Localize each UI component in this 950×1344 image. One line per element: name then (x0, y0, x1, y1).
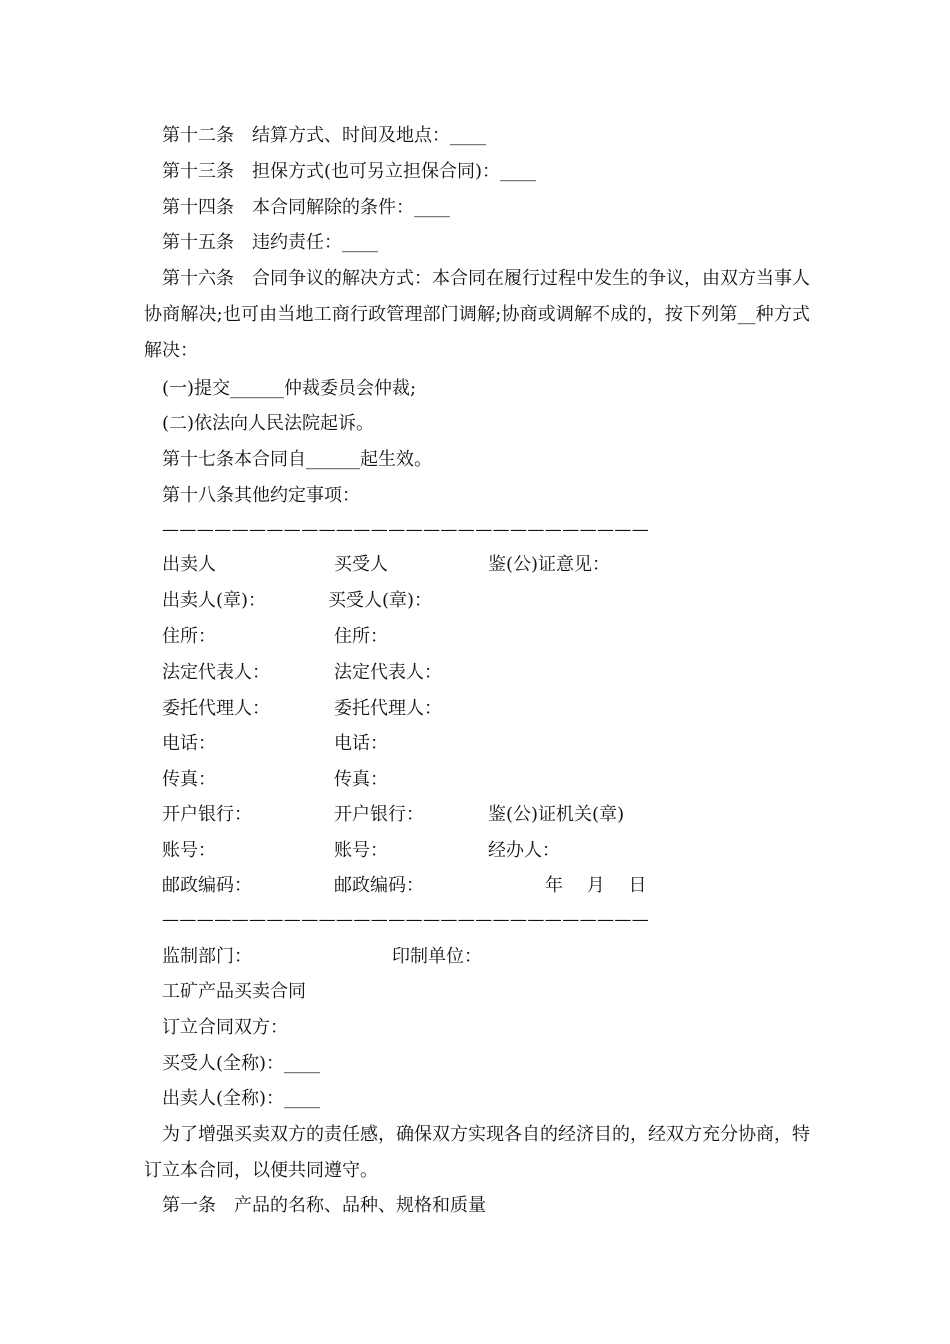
buyer-bank: 开户银行： (334, 804, 424, 825)
buyer-seal: 买受人(章)： (328, 590, 433, 611)
preamble: 为了增强买卖双方的责任感，确保双方实现各自的经济目的，经双方充分协商，特订立本合同，以便共同遵守。 (144, 1124, 810, 1181)
notary-authority: 鉴(公)证机关(章) (488, 804, 625, 825)
clause-16: 第十六条 合同争议的解决方式：本合同在履行过程中发生的争议，由双方当事人协商解决;也可由当地工商行政管理部门调解;协商或调解不成的，按下列第__种方式解决： (144, 268, 810, 361)
supervisor-label: 监制部门： (162, 946, 252, 967)
seller-legal-rep: 法定代表人： (162, 662, 270, 683)
parties-heading: 订立合同双方： (162, 1017, 288, 1038)
notary-handler: 经办人： (488, 840, 560, 861)
buyer-agent: 委托代理人： (334, 698, 442, 719)
clause-13: 第十三条 担保方式(也可另立担保合同)：____ (162, 161, 537, 182)
buyer-legal-rep: 法定代表人： (334, 662, 442, 683)
clause-15: 第十五条 违约责任：____ (162, 232, 378, 253)
divider-bottom: ———————————————————————————— (162, 910, 650, 930)
contract-title: 工矿产品买卖合同 (162, 981, 306, 1002)
seller-phone: 电话： (162, 733, 216, 754)
seller-header: 出卖人 (162, 554, 216, 575)
seller-address: 住所： (162, 626, 216, 647)
buyer-address: 住所： (334, 626, 388, 647)
buyer-header: 买受人 (334, 554, 388, 575)
clause-18: 第十八条其他约定事项： (162, 485, 360, 506)
seller-fullname: 出卖人(全称)：____ (162, 1088, 321, 1109)
clause-14: 第十四条 本合同解除的条件：____ (162, 197, 450, 218)
seller-fax: 传真： (162, 769, 216, 790)
divider-top: ———————————————————————————— (162, 520, 650, 540)
buyer-postcode: 邮政编码： (334, 875, 424, 896)
buyer-account: 账号： (334, 840, 388, 861)
printer-label: 印制单位： (392, 946, 482, 967)
buyer-fax: 传真： (334, 769, 388, 790)
seller-seal: 出卖人(章)： (162, 590, 267, 611)
notary-header: 鉴(公)证意见： (488, 554, 611, 575)
notary-date: 年 月 日 (545, 875, 647, 896)
seller-postcode: 邮政编码： (162, 875, 252, 896)
clause-16-option-2: (二)依法向人民法院起诉。 (162, 413, 375, 434)
buyer-fullname: 买受人(全称)：____ (162, 1053, 321, 1074)
clause-16-option-1: (一)提交______仲裁委员会仲裁; (162, 378, 417, 399)
clause-17: 第十七条本合同自______起生效。 (162, 449, 432, 470)
article-1: 第一条 产品的名称、品种、规格和质量 (162, 1195, 486, 1216)
buyer-phone: 电话： (334, 733, 388, 754)
seller-account: 账号： (162, 840, 216, 861)
seller-agent: 委托代理人： (162, 698, 270, 719)
seller-bank: 开户银行： (162, 804, 252, 825)
clause-12: 第十二条 结算方式、时间及地点：____ (162, 125, 486, 146)
